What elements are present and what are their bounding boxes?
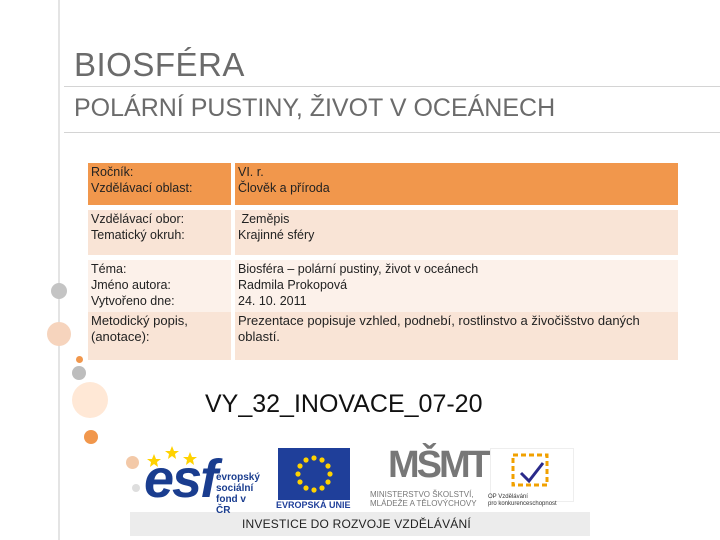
decorative-circle — [72, 366, 86, 380]
table-row — [88, 312, 678, 360]
label-vytvoreno-dne: Vytvořeno dne: — [91, 294, 175, 308]
label-metodicky-popis: Metodický popis, — [91, 313, 188, 328]
eu-flag-icon — [278, 448, 350, 500]
value-rocnik: VI. r. — [238, 165, 264, 179]
table-row — [88, 210, 678, 255]
esf-letters: esf — [144, 449, 217, 509]
value-anotace: Prezentace popisuje vzhled, podnebí, rostlinstvo a živočišstvo daných oblastí. — [238, 313, 640, 344]
label-vzdelavaci-oblast: Vzdělávací oblast: — [91, 181, 193, 195]
slide-subtitle: POLÁRNÍ PUSTINY, ŽIVOT V OCEÁNECH — [74, 94, 556, 122]
value-tematicky-okruh: Krajinné sféry — [238, 228, 315, 242]
table-row — [88, 260, 678, 312]
esf-caption: evropský sociální fond v ČR — [216, 472, 260, 516]
value-jmeno-autora: Radmila Prokopová — [238, 278, 348, 292]
table-cell-value — [235, 260, 678, 312]
table-row — [88, 163, 678, 205]
table-cell-value — [235, 163, 678, 205]
msmt-logo: MŠMT — [388, 444, 488, 486]
footer-slogan: INVESTICE DO ROZVOJE VZDĚLÁVÁNÍ — [242, 517, 471, 531]
divider — [64, 132, 720, 133]
slide-title: BIOSFÉRA — [74, 46, 245, 83]
divider — [64, 86, 720, 87]
table-cell-value — [235, 312, 678, 360]
table-cell-label — [88, 312, 231, 360]
table-cell-label — [88, 260, 231, 312]
value-vytvoreno-dne: 24. 10. 2011 — [238, 294, 307, 308]
label-tema: Téma: — [91, 262, 127, 276]
table-cell-label — [88, 163, 231, 205]
value-vzdelavaci-oblast: Člověk a příroda — [238, 181, 330, 195]
decorative-circle — [51, 283, 67, 299]
material-code: VY_32_INOVACE_07-20 — [205, 390, 483, 418]
label-anotace: (anotace): — [91, 329, 150, 344]
value-tema: Biosféra – polární pustiny, život v oceánech — [238, 262, 479, 276]
logo-strip — [130, 440, 590, 540]
decorative-circle — [76, 356, 83, 363]
decorative-vertical-line — [58, 0, 60, 540]
info-table — [88, 163, 678, 360]
decorative-circle — [72, 382, 108, 418]
eu-stars-icon — [278, 448, 350, 500]
table-cell-value — [235, 210, 678, 255]
value-vzdelavaci-obor: Zeměpis — [238, 212, 290, 226]
table-cell-label — [88, 210, 231, 255]
label-rocnik: Ročník: — [91, 165, 134, 179]
decorative-circle — [47, 322, 71, 346]
label-jmeno-autora: Jméno autora: — [91, 278, 171, 292]
decorative-circle — [84, 430, 98, 444]
msmt-caption: MINISTERSTVO ŠKOLSTVÍ, MLÁDEŽE A TĚLOVÝCHOVY — [370, 490, 477, 508]
op-vk-icon — [491, 449, 575, 493]
label-tematicky-okruh: Tematický okruh: — [91, 228, 185, 242]
eu-label: EVROPSKÁ UNIE — [276, 500, 351, 510]
esf-logo — [130, 440, 260, 516]
label-vzdelavaci-obor: Vzdělávací obor: — [91, 212, 185, 226]
op-caption: OP Vzdělávání pro konkurenceschopnost — [488, 494, 557, 507]
